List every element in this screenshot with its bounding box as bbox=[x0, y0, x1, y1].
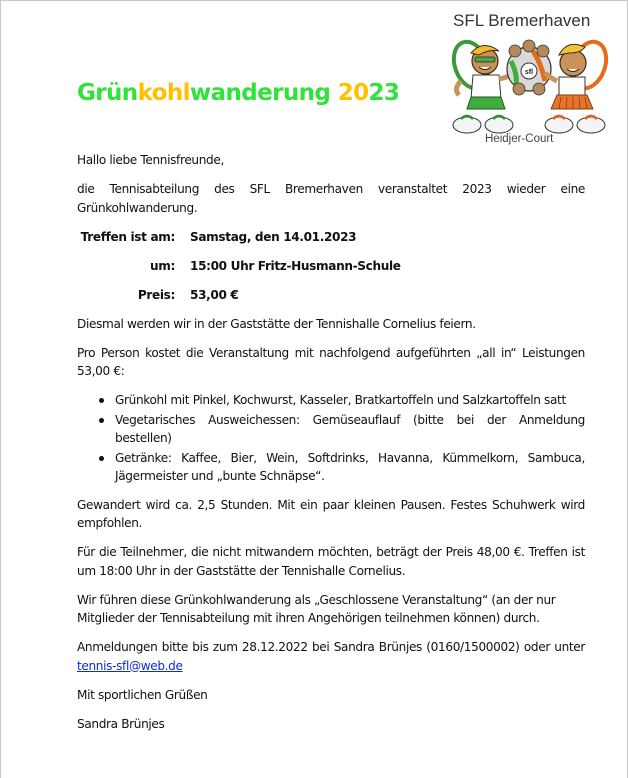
services-list bbox=[77, 391, 585, 486]
signature: Sandra Brünjes bbox=[77, 716, 165, 731]
price-intro-paragraph: Pro Person kostet die Veranstaltung mit nachfolgend aufgeführten „all in“ Leistungen 53,00 €: bbox=[77, 345, 585, 378]
title-part-year-20: 20 bbox=[337, 80, 369, 106]
list-item-text: Getränke: Kaffee, Bier, Wein, Softdrinks, Havanna, Kümmelkorn, Sambuca, Jägermeister und „bunte Schnäpse“. bbox=[115, 450, 585, 483]
title-part-kohl: kohl bbox=[137, 80, 190, 106]
closed-event-paragraph: Wir führen diese Grünkohlwanderung als „Geschlossene Veranstaltung“ (an der nur Mitglieder der Tennisabteilung mit ihren Angehörigen teilnehmen können) durch. bbox=[77, 592, 556, 625]
info-row-time bbox=[77, 257, 585, 276]
list-item bbox=[77, 411, 585, 448]
svg-text:sfl: sfl bbox=[524, 69, 534, 76]
registration-paragraph bbox=[77, 638, 585, 675]
title-part-wanderung: wanderung bbox=[189, 80, 338, 106]
title-part-year-23: 23 bbox=[368, 80, 400, 106]
list-item bbox=[77, 391, 585, 410]
logo-title: SFL Bremerhaven bbox=[453, 11, 591, 30]
list-item-text: Grünkohl mit Pinkel, Kochwurst, Kasseler, Bratkartoffeln und Salzkartoffeln satt bbox=[115, 393, 566, 407]
bullet-icon bbox=[99, 418, 104, 423]
list-item-text: Vegetarisches Ausweichessen: Gemüseauflauf (bitte bei der Anmeldung bestellen) bbox=[115, 412, 585, 445]
bullet-icon bbox=[99, 456, 104, 461]
info-value: 53,00 € bbox=[190, 287, 239, 302]
info-row-date bbox=[77, 228, 585, 247]
venue-paragraph: Diesmal werden wir in der Gaststätte der Tennishalle Cornelius feiern. bbox=[77, 316, 476, 331]
page-title bbox=[77, 80, 399, 106]
intro-paragraph: die Tennisabteilung des SFL Bremerhaven veranstaltet 2023 wieder eine Grünkohlwanderung. bbox=[77, 182, 585, 215]
title-part-gruen: Grün bbox=[77, 80, 138, 106]
info-value: Samstag, den 14.01.2023 bbox=[190, 229, 357, 244]
info-label: Treffen ist am: bbox=[80, 229, 175, 244]
logo-subtitle: Heidjer-Court bbox=[485, 133, 554, 145]
walk-paragraph: Gewandert wird ca. 2,5 Stunden. Mit ein paar kleinen Pausen. Festes Schuhwerk wird empfohlen. bbox=[77, 497, 585, 530]
list-item bbox=[77, 449, 585, 486]
info-value: 15:00 Uhr Fritz-Husmann-Schule bbox=[190, 258, 401, 273]
event-info bbox=[77, 228, 585, 305]
closing: Mit sportlichen Grüßen bbox=[77, 687, 208, 702]
bullet-icon bbox=[99, 398, 104, 403]
info-row-price bbox=[77, 286, 585, 305]
club-logo bbox=[441, 9, 626, 149]
info-label: um: bbox=[150, 258, 175, 273]
non-walkers-paragraph: Für die Teilnehmer, die nicht mitwandern möchten, beträgt der Preis 48,00 €. Treffen ist um 18:00 Uhr in der Gaststätte der Tennishalle Cornelius. bbox=[77, 545, 585, 578]
email-link[interactable]: tennis-sfl@web.de bbox=[77, 658, 183, 673]
tennis-mascots-logo-icon bbox=[449, 37, 609, 137]
greeting: Hallo liebe Tennisfreunde, bbox=[77, 153, 224, 167]
info-label: Preis: bbox=[137, 287, 175, 302]
registration-text: Anmeldungen bitte bis zum 28.12.2022 bei Sandra Brünjes (0160/1500002) oder unter bbox=[77, 640, 585, 654]
letter-body bbox=[77, 151, 585, 744]
